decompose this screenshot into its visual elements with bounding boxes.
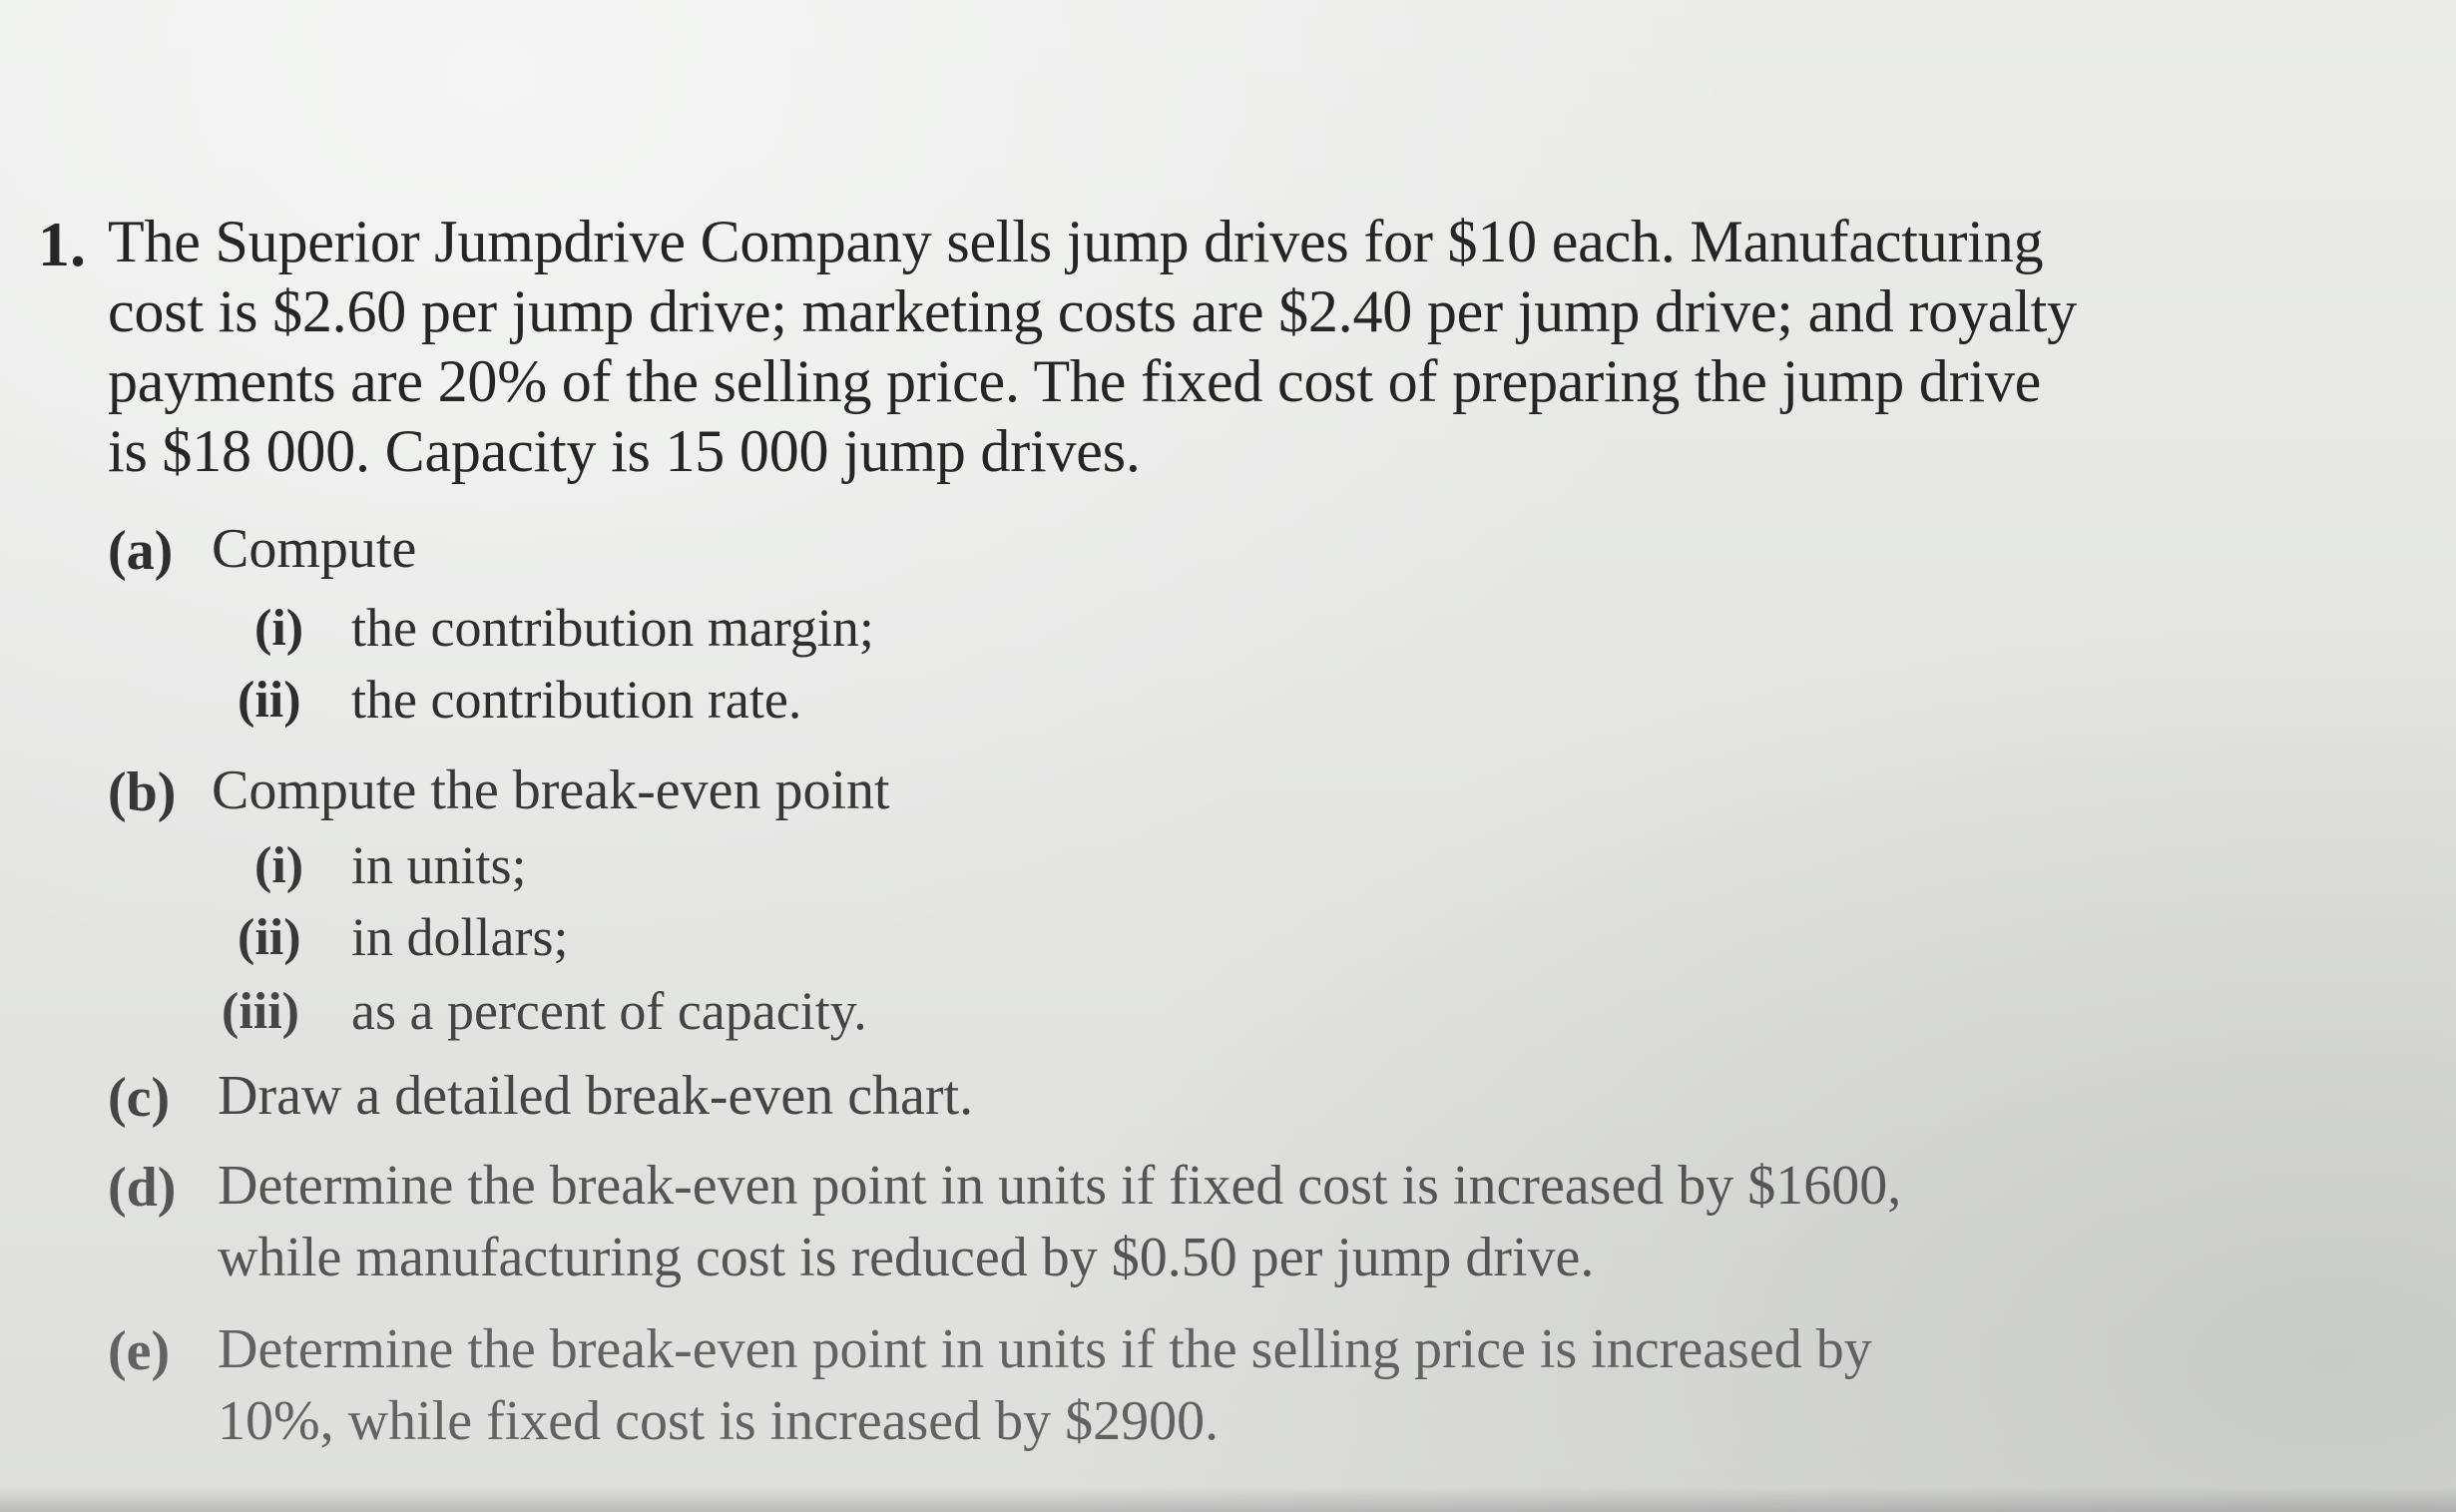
part-b-sub-ii-label: (ii)	[238, 909, 301, 966]
part-a-sub-ii-label: (ii)	[238, 672, 301, 729]
cropped-next-line	[0, 1487, 2456, 1512]
part-b-sub-ii-text: in dollars;	[351, 907, 569, 967]
part-b-text: Compute the break-even point	[212, 759, 890, 821]
problem-number: 1.	[38, 209, 86, 279]
part-b-sub-iii-text: as a percent of capacity.	[351, 981, 867, 1041]
part-d-line-2: while manufacturing cost is reduced by $0.50 per jump drive.	[218, 1227, 1595, 1288]
part-d-label: (d)	[108, 1157, 177, 1219]
intro-line-3: payments are 20% of the selling price. The fixed cost of preparing the jump drive	[108, 348, 2042, 414]
part-c-label: (c)	[108, 1067, 171, 1129]
part-b-sub-i-label: (i)	[254, 837, 304, 894]
intro-line-1: The Superior Jumpdrive Company sells jump drives for $10 each. Manufacturing	[108, 209, 2044, 274]
part-d-line-1: Determine the break-even point in units if fixed cost is increased by $1600,	[218, 1155, 1902, 1217]
part-e-line-1: Determine the break-even point in units if the selling price is increased by	[218, 1318, 1872, 1380]
part-b-label: (b)	[108, 761, 177, 823]
part-e-label: (e)	[108, 1320, 171, 1382]
part-c-text: Draw a detailed break-even chart.	[218, 1065, 974, 1127]
part-a-label: (a)	[108, 520, 174, 582]
part-b-sub-i-text: in units;	[351, 835, 527, 895]
intro-line-2: cost is $2.60 per jump drive; marketing costs are $2.40 per jump drive; and royalty	[108, 278, 2077, 344]
part-b-sub-iii-label: (iii)	[222, 983, 299, 1040]
part-a-sub-i-label: (i)	[254, 600, 304, 657]
part-e-line-2: 10%, while fixed cost is increased by $2900.	[218, 1390, 1220, 1452]
part-a-sub-ii-text: the contribution rate.	[351, 670, 802, 730]
part-a-text: Compute	[212, 518, 417, 580]
part-a-sub-i-text: the contribution margin;	[351, 598, 874, 658]
intro-line-4: is $18 000. Capacity is 15 000 jump drives.	[108, 418, 1141, 484]
